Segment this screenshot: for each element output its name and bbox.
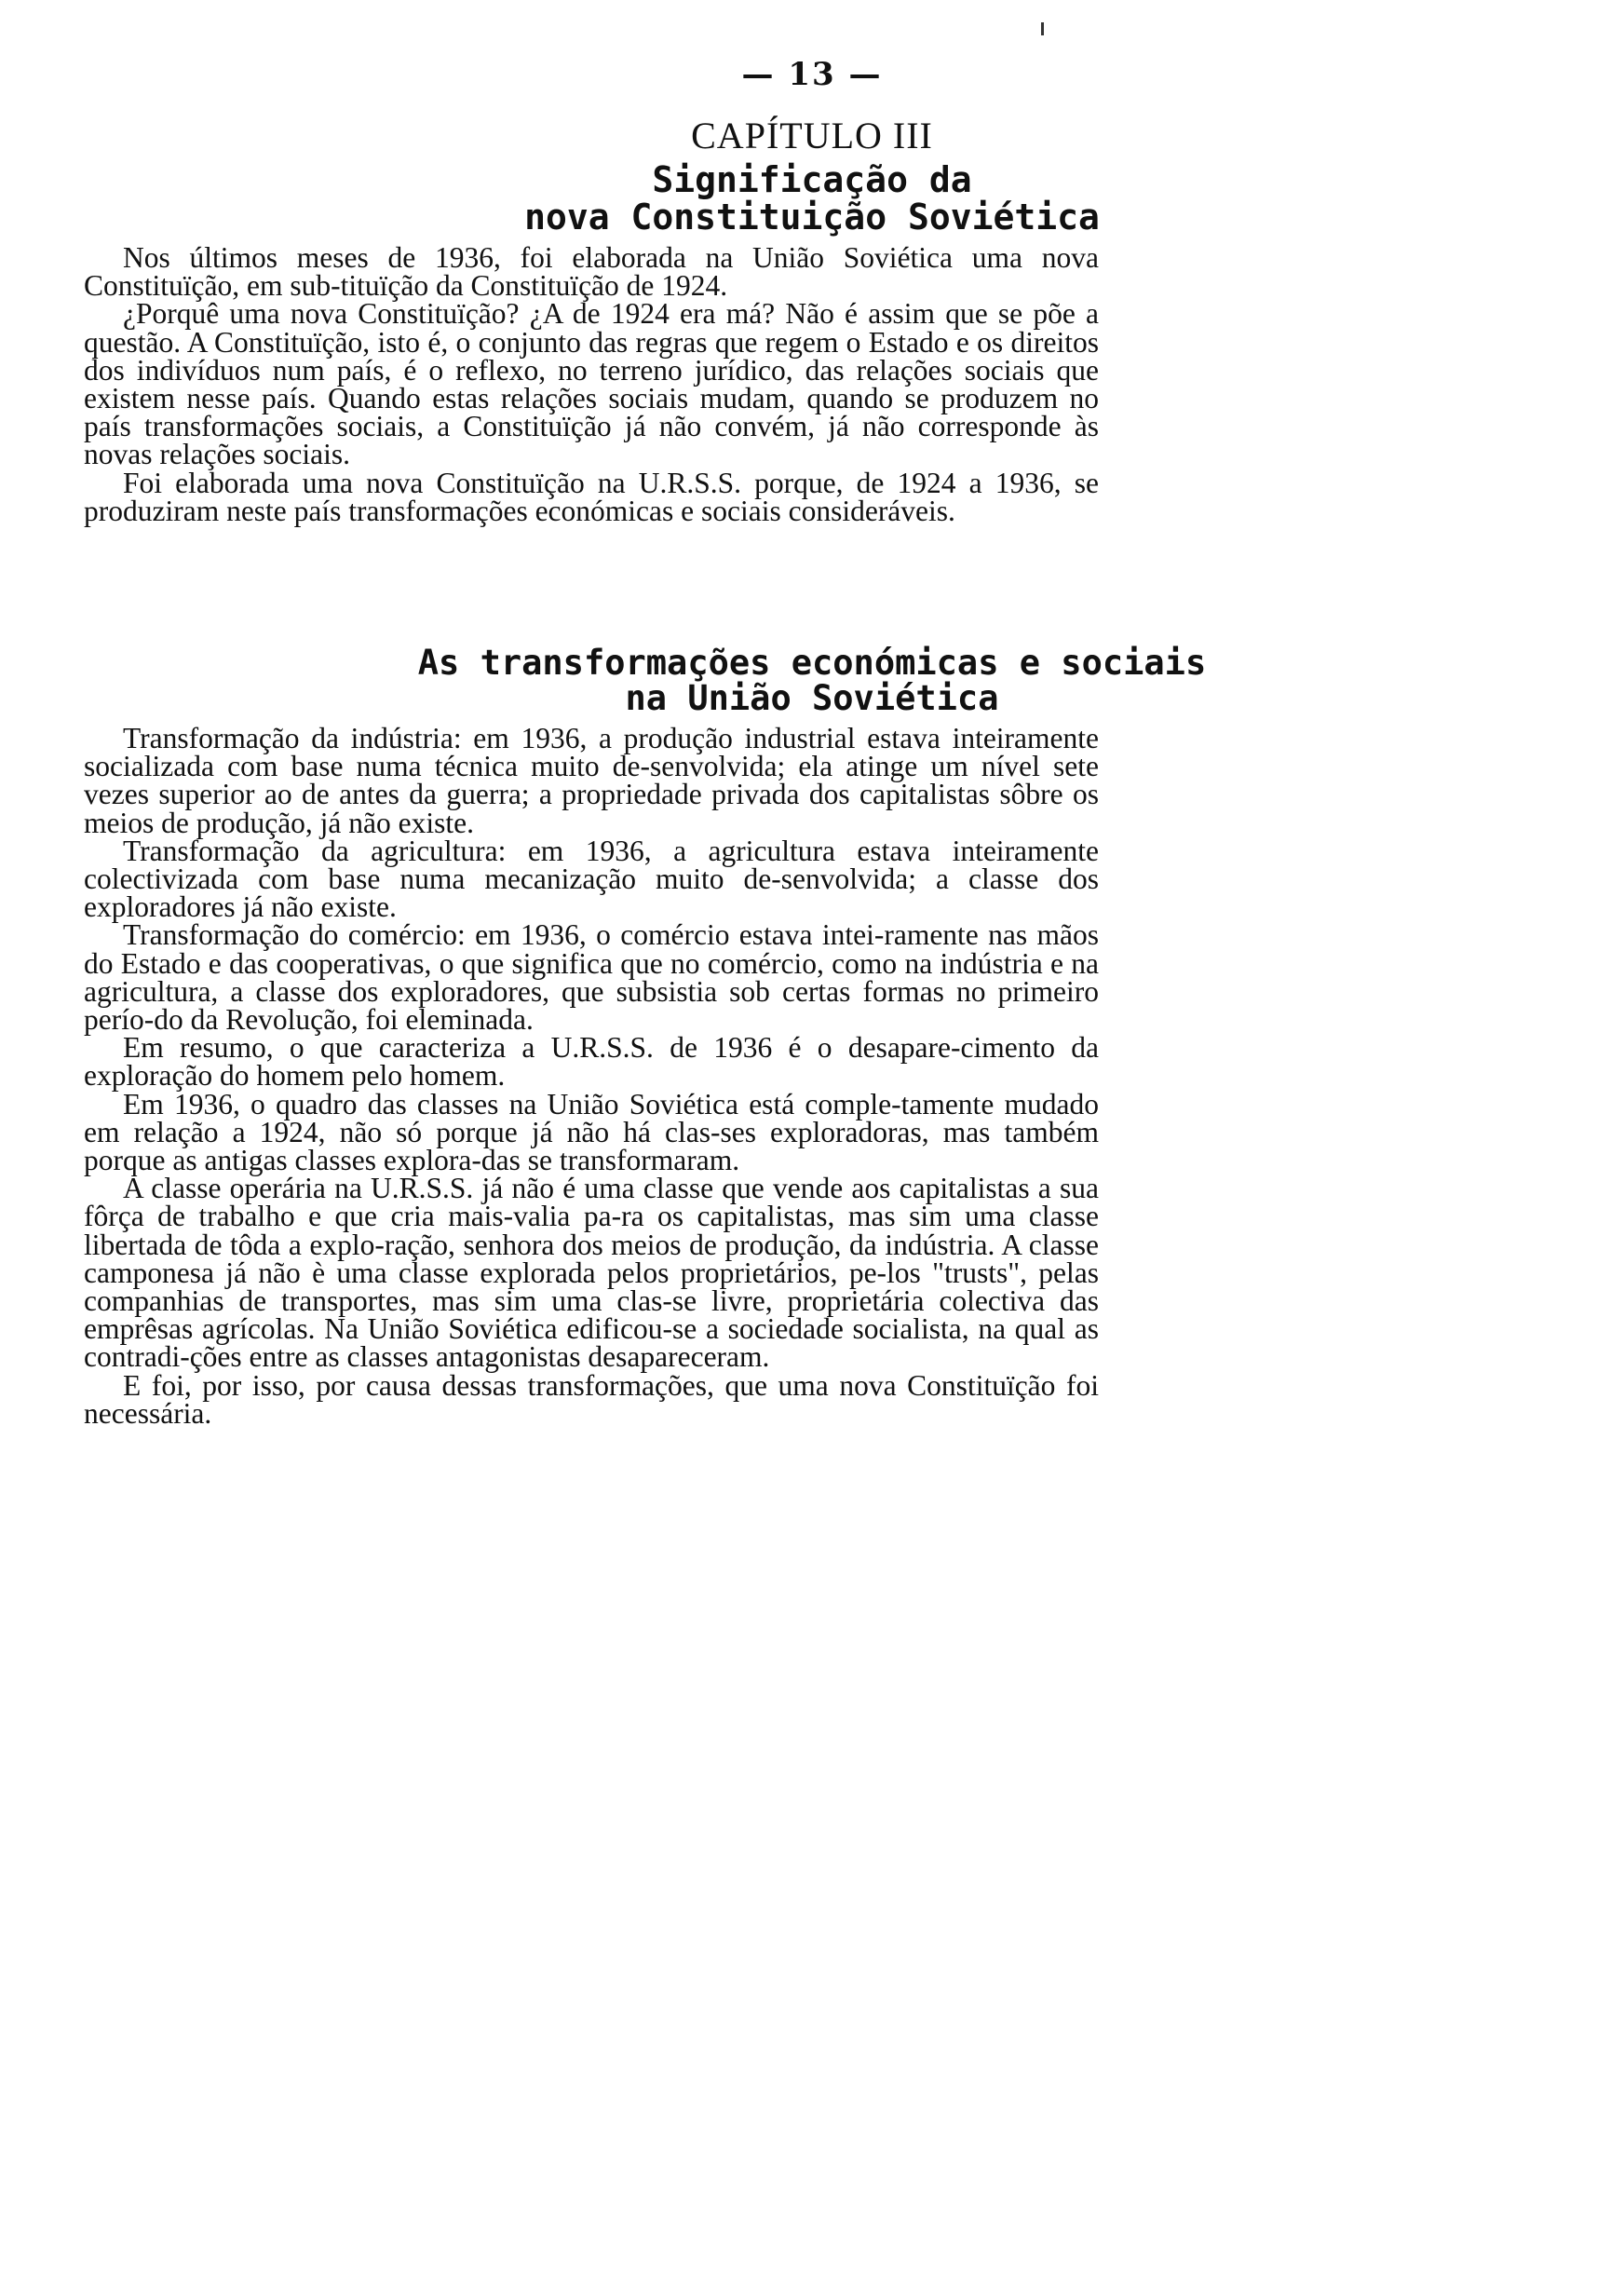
paragraph: Transformação da indústria: em 1936, a produção industrial estava inteiramente socializada com base numa técnica muito de-senvolvida; ela atinge um nível sete vezes superior ao de antes da guerra; a propriedade privada dos capitalistas sôbre os meios de produção, já não existe. [84,722,1099,839]
paragraph: Em 1936, o quadro das classes na União Soviética está comple-tamente mudado em relação a 1924, não só porque já não há clas-ses exploradoras, mas também porque as antigas classes explora-das se transformaram. [84,1087,1099,1177]
paragraph: A classe operária na U.R.S.S. já não é uma classe que vende aos capitalistas a sua fôrça de trabalho e que cria mais-valia pa-ra os capitalistas, mas sim uma classe libertada de tôda a explo-ração, senhora dos meios de produção, da indústria. A classe camponesa já não è uma classe explorada pelos proprietários, pe-los "trusts", pelas companhias de transportes, mas sim uma clas-se livre, proprietária colectiva das emprêsas agrícolas. Na União Soviética edificou-se a sociedade socialista, na qual as contradi-ções entre as classes antagonistas desapareceram. [84,1172,1099,1374]
paragraph: Em resumo, o que caracteriza a U.R.S.S. de 1936 é o desapare-cimento da exploração do homem pelo homem. [84,1031,1099,1093]
paragraph: Transformação da agricultura: em 1936, a agricultura estava inteiramente colectivizada com base numa mecanização muito de-senvolvida; a classe dos exploradores já não existe. [84,834,1099,924]
chapter-heading: CAPÍTULO III [691,115,933,156]
paragraph: Nos últimos meses de 1936, foi elaborada na União Soviética uma nova Constituïção, em sub-tituïção da Constituïção de 1924. [84,241,1099,303]
section-intro [84,241,1099,527]
paragraph: Foi elaborada uma nova Constituïção na U.R.S.S. porque, de 1924 a 1936, se produziram neste país transformações económicas e sociais consideráveis. [84,466,1099,527]
paragraph: E foi, por isso, por causa dessas transformações, que uma nova Constituïção foi necessária. [84,1368,1099,1430]
chapter-title-line-2: nova Constituição Soviética [524,197,1100,238]
section-transformations [84,722,1099,1430]
chapter-title-line-1: Significação da [652,159,972,200]
paragraph: ¿Porquê uma nova Constituïção? ¿A de 1924 era má? Não é assim que se põe a questão. A Constituïção, isto é, o conjunto das regras que regem o Estado e os direitos dos indivíduos num país, é o reflexo, no terreno jurídico, das relações sociais que existem nesse país. Quando estas relações sociais mudam, quando se produzem no país transformações sociais, a Constituïção já não convém, já não corresponde às novas relações sociais. [84,297,1099,471]
page-number: — 13 — [741,56,883,93]
page-mark [1041,22,1044,35]
section-title-line-1: As transformações económicas e sociais [417,643,1207,683]
paragraph: Transformação do comércio: em 1936, o comércio estava intei-ramente nas mãos do Estado e das cooperativas, o que significa que no comércio, como na indústria e na agricultura, a classe dos exploradores, que subsistia sob certas formas no primeiro perío-do da Revolução, foi eleminada. [84,918,1099,1037]
section-title-line-2: na União Soviética [625,678,999,718]
